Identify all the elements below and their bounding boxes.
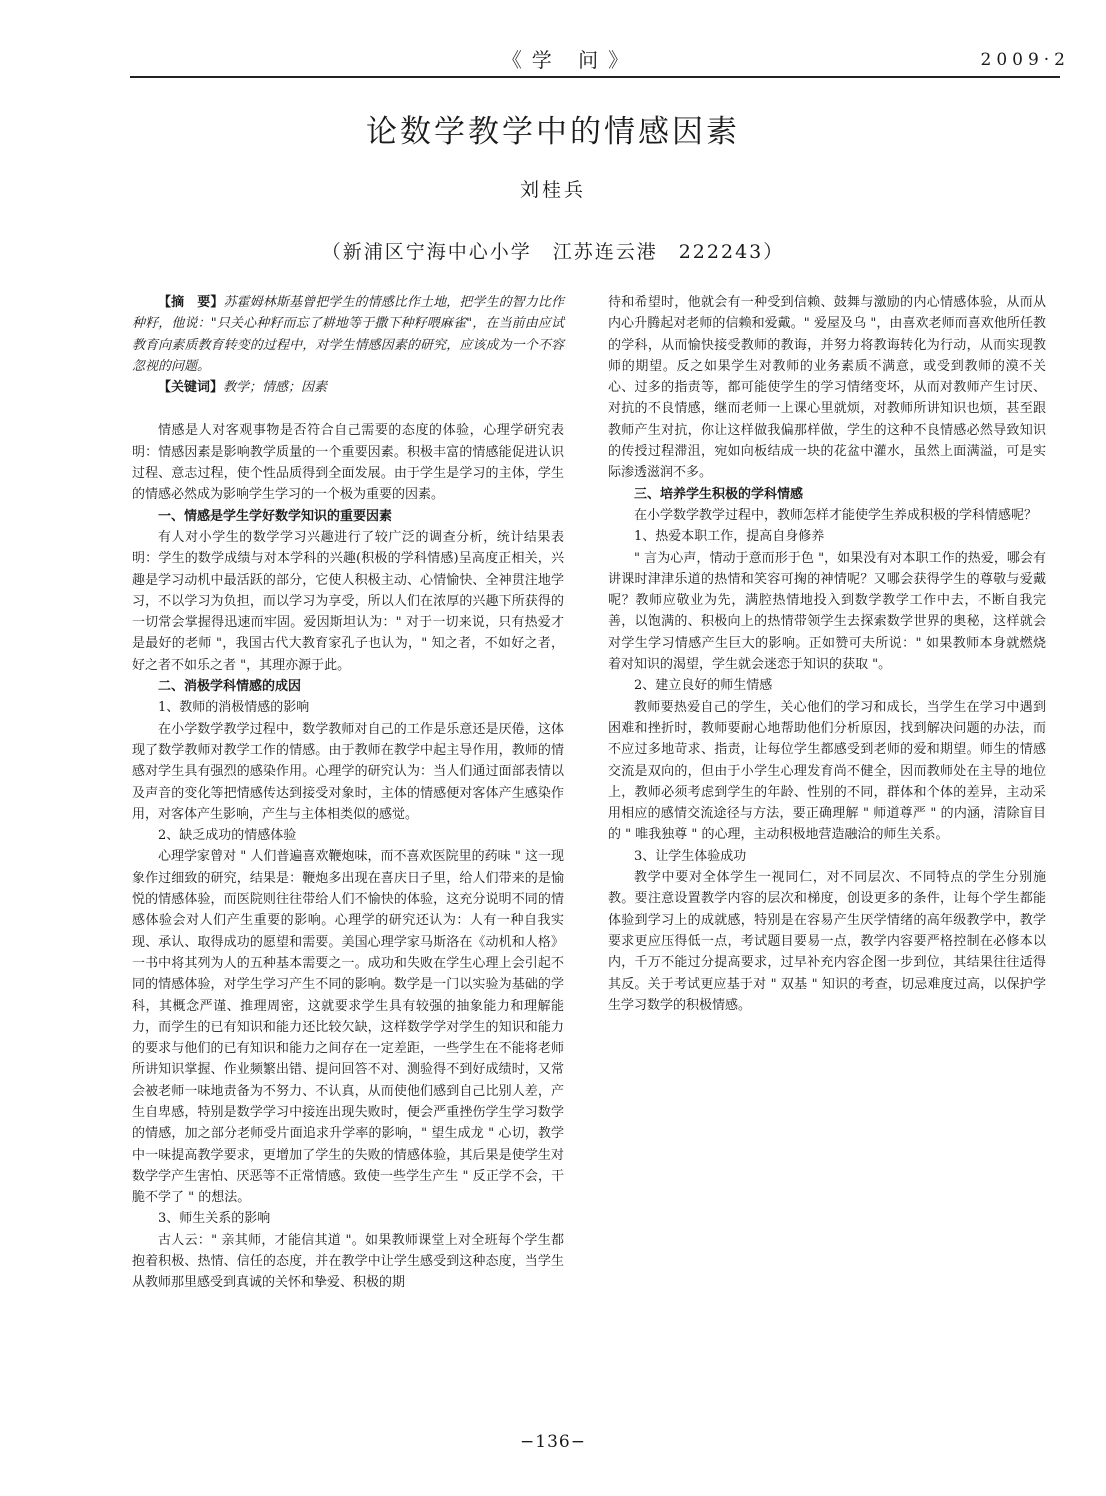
body-paragraph: 在小学数学教学过程中，数学教师对自己的工作是乐意还是厌倦，这体现了数学教师对教学工作的情感。由于教师在教学中起主导作用，教师的情感对学生具有强烈的感染作用。心理学的研究认为：当人们通过面部表情以及声音的变化等把情感传达到接受对象时，主体的情感便对客体产生感染作用，对客体产生影响，产生与主体相类似的感觉。 <box>132 721 564 822</box>
section-heading: 三、培养学生积极的学科情感 <box>634 486 804 502</box>
section-heading: 一、情感是学生学好数学知识的重要因素 <box>158 508 393 524</box>
issue-number: 2009·2 <box>980 50 1070 70</box>
right-column-body <box>608 292 1046 1016</box>
abstract-block <box>132 292 564 398</box>
abstract-paragraph <box>132 292 564 377</box>
subsection-heading: 2、建立良好的师生情感 <box>634 678 773 694</box>
keywords-label: 【关键词】 <box>158 380 224 396</box>
abstract-gap <box>132 398 564 420</box>
abstract-label: 【摘 要】 <box>158 295 224 310</box>
abstract-text: 苏霍姆林斯基曾把学生的情感比作土地，把学生的智力比作种籽，他说："只关心种籽而忘了耕地等于撒下种籽喂麻雀"，在当前由应试教育向素质教育转变的过程中，对学生情感因素的研究，应该成为一个不容忽视的问题。 <box>132 295 564 374</box>
keywords-text: 教学；情感；因素 <box>223 380 328 396</box>
article-author: 刘桂兵 <box>519 179 586 201</box>
header-rule <box>130 76 1060 78</box>
left-column-body <box>132 420 564 1293</box>
article-title: 论数学教学中的情感因素 <box>366 114 740 150</box>
subsection-heading: 1、热爱本职工作，提高自身修养 <box>634 529 825 545</box>
body-paragraph: " 言为心声，情动于意而形于色 "，如果没有对本职工作的热爱，哪会有讲课时津津乐道的热情和笑容可掬的神情呢？又哪会获得学生的尊敬与爱戴呢？教师应敬业为先，满腔热情地投入到数学教学工作中去，不断自我完善，以饱满的、积极向上的热情带领学生去探索数学世界的奥秘，这样就会对学生学习情感产生巨大的影响。正如赞可夫所说：" 如果教师本身就燃烧着对知识的渴望，学生就会迷恋于知识的获取 "。 <box>608 550 1046 673</box>
keywords-paragraph <box>132 377 564 398</box>
journal-name: 《学 问》 <box>501 48 639 72</box>
body-paragraph: 在小学数学教学过程中，教师怎样才能使学生养成积极的学科情感呢？ <box>634 507 1038 523</box>
body-paragraph: 待和希望时，他就会有一种受到信赖、鼓舞与激励的内心情感体验，从而从内心升腾起对老师的信赖和爱戴。" 爱屋及乌 "，由喜欢老师而喜欢他所任教的学科，从而愉快接受教师的教诲，并努力将教诲转化为行动，从而实现教师的期望。反之如果学生对教师的业务素质不满意，或受到教师的漠不关心、过多的指责等，都可能使学生的学习情绪变坏，从而对教师产生讨厌、对抗的不良情感，继而老师一上课心里就烦，对教师所讲知识也烦，甚至跟教师产生对抗，你让这样做我偏那样做，学生的这种不良情感必然导致知识的传授过程滞沮，宛如向板结成一块的花盆中灌水，虽然上面满溢，可是实际渗透滋润不多。 <box>608 295 1046 481</box>
author-affiliation: （新浦区宁海中心小学 江苏连云港 222243） <box>321 241 785 263</box>
body-paragraph: 教学中要对全体学生一视同仁，对不同层次、不同特点的学生分别施教。要注意设置教学内容的层次和梯度，创设更多的条件，让每个学生都能体验到学习上的成就感，特别是在容易产生厌学情绪的高年级教学中，教学要求更应压得低一点，考试题目要易一点，教学内容要严格控制在必修本以内，千万不能过分提高要求，过早补充内容企图一步到位，其结果往往适得其反。关于考试更应基于对 " 双基 " 知识的考查，切忌难度过高，以保护学生学习数学的积极情感。 <box>608 870 1046 1013</box>
body-paragraph: 心理学家曾对 " 人们普遍喜欢鞭炮味，而不喜欢医院里的药味 " 这一现象作过细致的研究，结果是：鞭炮多出现在喜庆日子里，给人们带来的是愉悦的情感体验，而医院则往往带给人们不愉快的体验，这充分说明不同的情感体验会对人们产生重要的影响。心理学的研究还认为：人有一种自我实现、承认、取得成功的愿望和需要。美国心理学家马斯洛在《动机和人格》一书中将其列为人的五种基本需要之一。成功和失败在学生心理上会引起不同的情感体验，对学生学习产生不同的影响。数学是一门以实验为基础的学科，其概念严谨、推理周密，这就要求学生具有较强的抽象能力和理解能力，而学生的已有知识和能力还比较欠缺，这样数学学对学生的知识和能力的要求与他们的已有知识和能力之间存在一定差距，一些学生在不能将老师所讲知识掌握、作业频繁出错、提问回答不对、测验得不到好成绩时，又常会被老师一味地责备为不努力、不认真，从而使他们感到自己比别人差，产生自卑感，特别是数学学习中接连出现失败时，便会严重挫伤学生学习数学的情感，加之部分老师受片面追求升学率的影响，" 望生成龙 " 心切，教学中一味提高教学要求，更增加了学生的失败的情感体验，其后果是使学生对数学学产生害怕、厌恶等不正常情感。致使一些学生产生 " 反正学不会，干脆不学了 " 的想法。 <box>132 849 564 1206</box>
page-number: −136− <box>520 1432 586 1452</box>
body-paragraph: 情感是人对客观事物是否符合自己需要的态度的体验，心理学研究表明：情感因素是影响教学质量的一个重要因素。积极丰富的情感能促进认识过程、意志过程，使个性品质得到全面发展。由于学生是学习的主体，学生的情感必然成为影响学生学习的一个极为重要的因素。 <box>132 423 564 503</box>
body-paragraph: 教师要热爱自己的学生，关心他们的学习和成长，当学生在学习中遇到困难和挫折时，教师要耐心地帮助他们分析原因，找到解决问题的办法，而不应过多地苛求、指责，让每位学生都感受到老师的爱和期望。师生的情感交流是双向的，但由于小学生心理发育尚不健全，因而教师处在主导的地位上，教师必须考虑到学生的年龄、性别的不同，群体和个体的差异，主动采用相应的感情交流途径与方法，要正确理解 " 师道尊严 " 的内涵，清除盲目的 " 唯我独尊 " 的心理，主动积极地营造融洽的师生关系。 <box>608 699 1046 843</box>
section-heading: 二、消极学科情感的成因 <box>158 679 302 695</box>
subsection-heading: 3、师生关系的影响 <box>158 1211 271 1227</box>
left-column <box>132 292 564 1294</box>
subsection-heading: 2、缺乏成功的情感体验 <box>158 828 297 844</box>
subsection-heading: 3、让学生体验成功 <box>634 848 747 864</box>
right-column <box>608 292 1046 1016</box>
body-paragraph: 古人云：" 亲其师，才能信其道 "。如果教师课堂上对全班每个学生都抱着积极、热情、信任的态度，并在教学中让学生感受到这种态度，当学生从教师那里感受到真诚的关怀和挚爱、积极的期 <box>132 1232 564 1291</box>
body-paragraph: 有人对小学生的数学学习兴趣进行了较广泛的调查分析，统计结果表明：学生的数学成绩与对本学科的兴趣(积极的学科情感)呈高度正相关，兴趣是学习动机中最活跃的部分，它使人积极主动、心情愉快、全神贯注地学习，不以学习为负担，而以学习为享受，所以人们在浓厚的兴趣下所获得的一切常会掌握得迅速而牢固。爱因斯坦认为：" 对于一切来说，只有热爱才是最好的老师 "，我国古代大教育家孔子也认为，" 知之者，不如好之者，好之者不如乐之者 "，其理亦源于此。 <box>132 529 564 673</box>
subsection-heading: 1、教师的消极情感的影响 <box>158 700 310 716</box>
